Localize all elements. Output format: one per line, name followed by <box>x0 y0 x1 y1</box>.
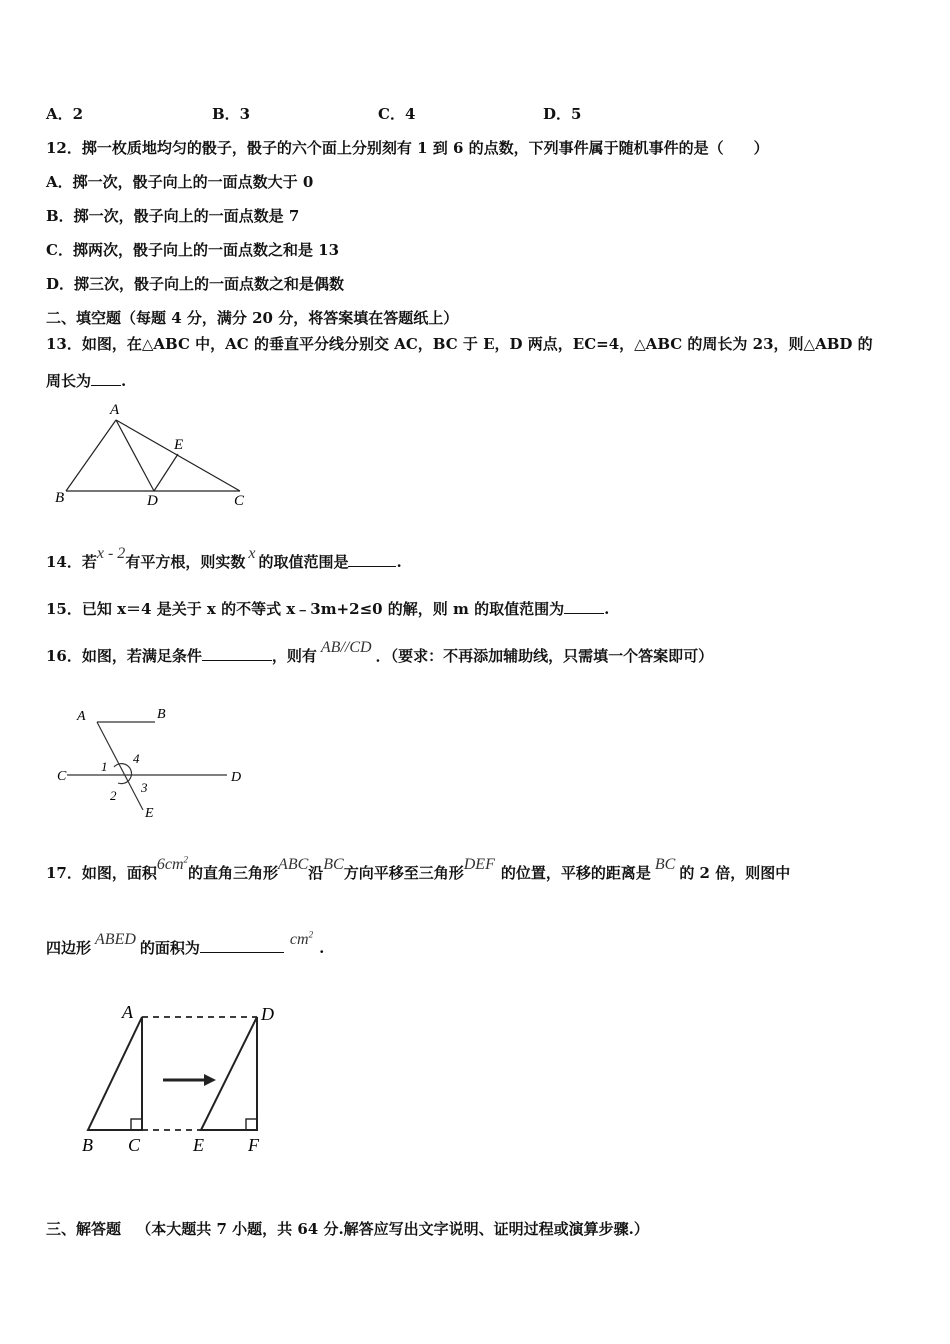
q17-p1: 17．如图，面积 <box>46 864 157 882</box>
q16-angle-1: 1 <box>101 759 108 774</box>
q17-area: $6cm^2$ <box>156 854 189 873</box>
q17-p2: 的直角三角形 <box>188 864 279 882</box>
q15-text: 15．已知 x＝4 是关于 x 的不等式 x﹣3m+2≤0 的解，则 m 的取值范围为 <box>46 600 565 618</box>
q16-prefix: 16．如图，若满足条件 <box>46 647 202 665</box>
q14-line <box>46 545 402 572</box>
q12-option-a: A．掷一次，骰子向上的一面点数大于 0 <box>46 173 314 191</box>
q13-label-a: A <box>110 402 120 418</box>
q13-label-b: B <box>55 490 65 506</box>
q15-end: . <box>604 600 610 618</box>
q17-line2-prefix: 四边形 <box>46 939 92 957</box>
q17-p5: 的位置，平移的距离是 <box>500 864 651 882</box>
q15-line <box>46 598 609 619</box>
q17-label-a: A <box>122 1002 133 1022</box>
q17-answer-blank <box>200 938 284 953</box>
q16-angle-2: 2 <box>110 788 117 803</box>
q13-label-e: E <box>174 437 184 453</box>
q17-segment-2: BC <box>654 856 676 873</box>
q16-expr: AB//CD <box>320 639 372 656</box>
q16-angle-4: 4 <box>133 751 140 766</box>
q13-line2 <box>46 370 126 391</box>
q17-quad: ABED <box>95 931 136 948</box>
q17-p4: 方向平移至三角形 <box>343 864 464 882</box>
q13-label-c: C <box>234 493 245 509</box>
section-3-heading <box>46 1218 649 1239</box>
q17-triangle-def <box>201 1017 257 1130</box>
q14-mid: 有平方根，则实数 <box>125 553 246 571</box>
q17-label-f: F <box>248 1135 259 1155</box>
q17-triangle-2: DEF <box>463 856 495 873</box>
q17-translation-figure <box>78 998 288 1158</box>
q17-line2-end: . <box>319 939 325 957</box>
q14-expr2: x <box>248 545 256 562</box>
q15-answer-blank <box>564 599 604 614</box>
q17-triangle-abc <box>88 1017 142 1130</box>
q16-angle-arc <box>114 764 131 784</box>
q17-label-b: B <box>82 1135 93 1155</box>
q17-label-e: E <box>193 1135 204 1155</box>
q13-segment-de <box>154 454 178 491</box>
q13-line2-end: . <box>121 372 127 390</box>
section-3-note: （本大题共 7 小题，共 64 分.解答应写出文字说明、证明过程或演算步骤.） <box>136 1220 649 1238</box>
q13-answer-blank <box>91 371 121 386</box>
q16-label-e: E <box>145 806 154 821</box>
q17-label-d: D <box>261 1004 274 1024</box>
q11-option-d: D．5 <box>543 105 582 123</box>
q12-stem: 12．掷一枚质地均匀的骰子，骰子的六个面上分别刻有 1 到 6 的点数，下列事件属于随机事件的是（ ） <box>46 139 769 157</box>
q17-p6: 的 2 倍，则图中 <box>679 864 791 882</box>
q12-option-c: C．掷两次，骰子向上的一面点数之和是 13 <box>46 241 340 259</box>
q16-parallel-lines-figure <box>55 700 255 825</box>
section-2-title: 二、填空题（每题 4 分，满分 20 分，将答案填在答题纸上） <box>46 309 459 327</box>
q17-p3: 沿 <box>308 864 324 882</box>
q16-label-c: C <box>57 769 67 784</box>
q17-segment-1: BC <box>323 856 344 873</box>
q13-segment-ab <box>66 420 116 491</box>
q13-label-d: D <box>147 493 158 509</box>
q11-option-a: A．2 <box>46 105 84 123</box>
q17-unit: $cm^2$ <box>289 929 314 948</box>
q14-end: . <box>396 553 402 571</box>
q13-line2-text: 周长为 <box>46 372 92 390</box>
q16-answer-blank <box>202 646 272 661</box>
q16-suffix: ．（要求：不再添加辅助线，只需填一个答案即可） <box>375 647 714 665</box>
q17-triangle-1: ABC <box>278 856 309 873</box>
section-3-title: 三、解答题 <box>46 1220 122 1238</box>
q17-right-angle-c <box>131 1119 142 1130</box>
q17-label-c: C <box>128 1135 141 1155</box>
q13-triangle-figure <box>50 398 260 513</box>
q16-line <box>46 639 714 666</box>
q17-right-angle-f <box>246 1119 257 1130</box>
q17-line2 <box>46 929 325 958</box>
q12-option-d: D．掷三次，骰子向上的一面点数之和是偶数 <box>46 275 345 293</box>
q16-label-a: A <box>77 709 86 724</box>
q11-option-c: C．4 <box>378 105 416 123</box>
q17-direction-arrow-icon <box>204 1074 216 1086</box>
q14-suffix: 的取值范围是 <box>258 553 349 571</box>
q16-label-b: B <box>157 707 166 722</box>
q16-label-d: D <box>231 770 242 785</box>
q13-line1: 13．如图，在△ABC 中，AC 的垂直平分线分别交 AC，BC 于 E，D 两点，EC=4，△ABC 的周长为 23，则△ABD 的 <box>46 335 873 353</box>
q16-angle-3: 3 <box>141 780 148 795</box>
q17-line1 <box>46 854 791 883</box>
q14-expr1: x - 2 <box>96 545 126 562</box>
q14-answer-blank <box>348 552 396 567</box>
q12-option-b: B．掷一次，骰子向上的一面点数是 7 <box>46 207 300 225</box>
q14-prefix: 14．若 <box>46 553 97 571</box>
q11-option-b: B．3 <box>212 105 251 123</box>
q16-mid: ，则有 <box>271 647 317 665</box>
q17-line2-mid: 的面积为 <box>139 939 200 957</box>
